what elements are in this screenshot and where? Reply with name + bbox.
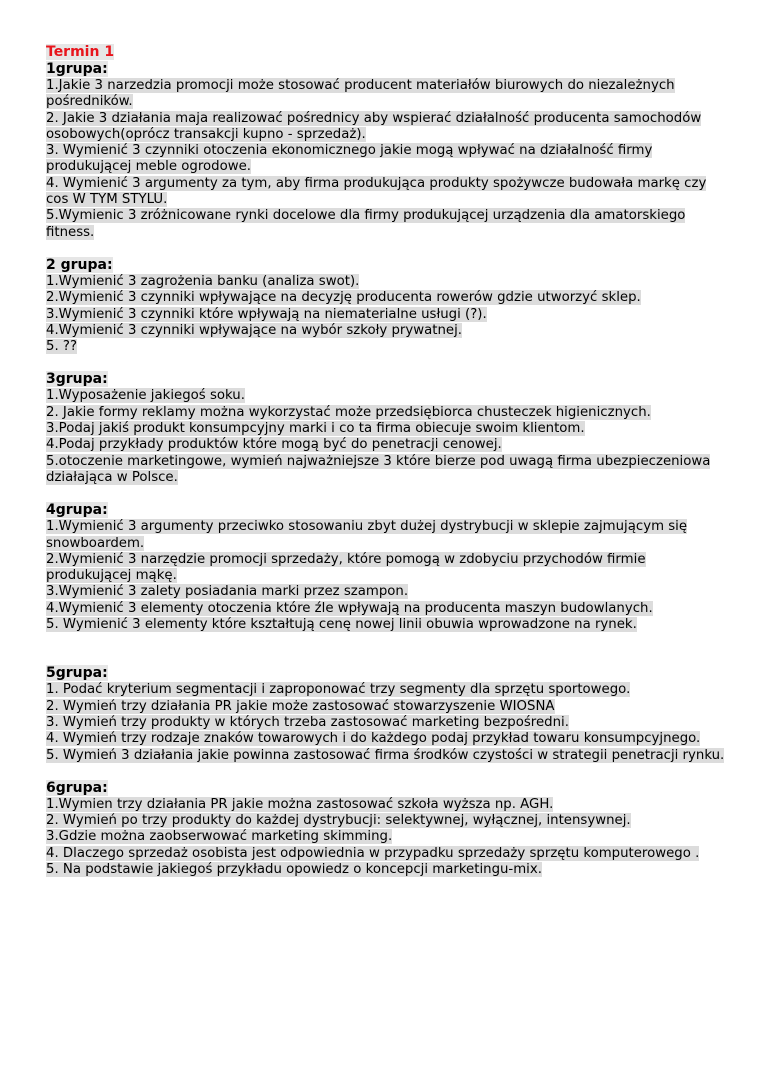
question: 1.Wymienić 3 zagrożenia banku (analiza swot). xyxy=(46,273,360,289)
question: 4.Wymienić 3 elementy otoczenia które źle wpływają na producenta maszyn budowlanych. xyxy=(46,600,653,616)
question: 1.Wymien trzy działania PR jakie można zastosować szkoła wyższa np. AGH. xyxy=(46,796,554,812)
question: 1.Wyposażenie jakiegoś soku. xyxy=(46,388,245,404)
question: 1.Jakie 3 narzedzia promocji może stosować producent materiałów biurowych do niezależnych pośredników. xyxy=(46,78,675,110)
question: 3.Wymienić 3 zalety posiadania marki przez szampon. xyxy=(46,584,409,600)
group-3 xyxy=(46,371,726,486)
question: 2. Jakie 3 działania maja realizować pośrednicy aby wspierać działalność producenta samochodów osobowych(oprócz transakcji kupno - sprzedaż). xyxy=(46,110,702,142)
question: 5. Wymień 3 działania jakie powinna zastosować firma środków czystości w strategii penetracji rynku. xyxy=(46,747,725,763)
group-title: 1grupa: xyxy=(46,61,108,77)
term-title-text: Termin 1 xyxy=(46,44,115,60)
document-page xyxy=(46,44,726,894)
term-title xyxy=(46,44,726,61)
group-title: 5grupa: xyxy=(46,665,108,682)
question: 5. Na podstawie jakiegoś przykładu opowiedz o koncepcji marketingu-mix. xyxy=(46,861,542,877)
question: 5.Wymienic 3 zróżnicowane rynki docelowe dla firmy produkującej urządzenia dla amatorskiego fitness. xyxy=(46,208,686,240)
question: 5.otoczenie marketingowe, wymień najważniejsze 3 które bierze pod uwagą firma ubezpieczeniowa działająca w Polsce. xyxy=(46,453,711,485)
question: 4.Podaj przykłady produktów które mogą być do penetracji cenowej. xyxy=(46,437,502,453)
group-1 xyxy=(46,61,726,241)
question: 2. Jakie formy reklamy można wykorzystać może przedsiębiorca chusteczek higienicznych. xyxy=(46,404,651,420)
question: 2.Wymienić 3 narzędzie promocji sprzedaży, które pomogą w zdobyciu przychodów firmie produkującej mąkę. xyxy=(46,551,646,584)
question: 3.Gdzie można zaobserwować marketing skimming. xyxy=(46,829,393,845)
group-title: 6grupa: xyxy=(46,779,108,796)
group-title: 2 grupa: xyxy=(46,256,113,273)
question: 2. Wymień po trzy produkty do każdej dystrybucji: selektywnej, wyłącznej, intensywnej. xyxy=(46,813,631,829)
group-title: 4grupa: xyxy=(46,502,108,519)
question: 3. Wymienić 3 czynniki otoczenia ekonomicznego jakie mogą wpływać na działalność firmy produkującej meble ogrodowe. xyxy=(46,143,653,175)
question: 1.Wymienić 3 argumenty przeciwko stosowaniu zbyt dużej dystrybucji w sklepie zajmującym się snowboardem. xyxy=(46,519,688,551)
question: 4. Wymienić 3 argumenty za tym, aby firma produkująca produkty spożywcze budowała markę czy cos W TYM STYLU. xyxy=(46,175,707,208)
question: 3. Wymień trzy produkty w których trzeba zastosować marketing bezpośredni. xyxy=(46,714,569,730)
group-5 xyxy=(46,665,726,763)
question: 2. Wymień trzy działania PR jakie może zastosować stowarzyszenie WIOSNA xyxy=(46,698,555,714)
question: 3.Wymienić 3 czynniki które wpływają na niematerialne usługi (?). xyxy=(46,306,487,322)
group-4 xyxy=(46,502,726,633)
question: 4. Wymień trzy rodzaje znaków towarowych i do każdego podaj przykład towaru konsumpcyjnego. xyxy=(46,731,701,747)
group-title: 3grupa: xyxy=(46,371,108,388)
question: 1. Podać kryterium segmentacji i zaproponować trzy segmenty dla sprzętu sportowego. xyxy=(46,682,631,698)
question: 3.Podaj jakiś produkt konsumpcyjny marki i co ta firma obiecuje swoim klientom. xyxy=(46,421,585,437)
group-2 xyxy=(46,257,726,355)
question: 5. Wymienić 3 elementy które kształtują cenę nowej linii obuwia wprowadzone na rynek. xyxy=(46,617,637,633)
group-6 xyxy=(46,780,726,878)
question: 2.Wymienić 3 czynniki wpływające na decyzję producenta rowerów gdzie utworzyć sklep. xyxy=(46,290,641,306)
question: 5. ?? xyxy=(46,339,78,355)
question: 4. Dlaczego sprzedaż osobista jest odpowiednia w przypadku sprzedaży sprzętu komputerowego . xyxy=(46,845,700,861)
spacer xyxy=(46,649,726,665)
question: 4.Wymienić 3 czynniki wpływające na wybór szkoły prywatnej. xyxy=(46,322,463,338)
